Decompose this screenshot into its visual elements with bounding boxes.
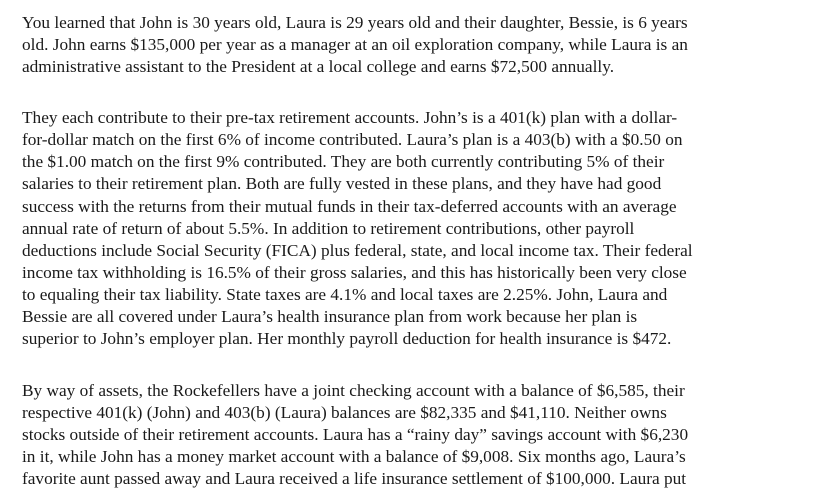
paragraph-2-line-8: income tax withholding is 16.5% of their gross salaries, and this has historically been very close <box>22 263 687 282</box>
paragraph-2-line-9: to equaling their tax liability. State taxes are 4.1% and local taxes are 2.25%. John, Laura and <box>22 285 668 304</box>
paragraph-2-line-2: for-dollar match on the first 6% of income contributed. Laura’s plan is a 403(b) with a $0.50 on <box>22 130 683 149</box>
paragraph-3-line-1: By way of assets, the Rockefellers have a joint checking account with a balance of $6,585, their <box>22 381 685 400</box>
paragraph-3-line-4: in it, while John has a money market account with a balance of $9,008. Six months ago, Laura’s <box>22 447 686 466</box>
paragraph-1-line-2: old. John earns $135,000 per year as a manager at an oil exploration company, while Laura is an <box>22 35 688 54</box>
paragraph-2-line-11: superior to John’s employer plan. Her monthly payroll deduction for health insurance is $472. <box>22 329 672 348</box>
paragraph-1-line-3: administrative assistant to the President at a local college and earns $72,500 annually. <box>22 57 615 76</box>
paragraph-1-line-1: You learned that John is 30 years old, Laura is 29 years old and their daughter, Bessie, is 6 years <box>22 13 688 32</box>
paragraph-2-line-5: success with the returns from their mutual funds in their tax-deferred accounts with an average <box>22 197 677 216</box>
paragraph-2-line-3: the $1.00 match on the first 9% contributed. They are both currently contributing 5% of their <box>22 152 665 171</box>
paragraph-2-line-4: salaries to their retirement plan. Both are fully vested in these plans, and they have had good <box>22 174 662 193</box>
paragraph-3-line-2: respective 401(k) (John) and 403(b) (Laura) balances are $82,335 and $41,110. Neither owns <box>22 403 667 422</box>
paragraph-2-line-7: deductions include Social Security (FICA) plus federal, state, and local income tax. Their federal <box>22 241 693 260</box>
paragraph-2-line-6: annual rate of return of about 5.5%. In addition to retirement contributions, other payroll <box>22 219 635 238</box>
paragraph-2-line-1: They each contribute to their pre-tax retirement accounts. John’s is a 401(k) plan with a dollar- <box>22 108 678 127</box>
paragraph-3-line-3: stocks outside of their retirement accounts. Laura has a “rainy day” savings account with $6,230 <box>22 425 689 444</box>
paragraph-3-line-5: favorite aunt passed away and Laura received a life insurance settlement of $100,000. Laura put <box>22 469 687 488</box>
paragraph-2-line-10: Bessie are all covered under Laura’s health insurance plan from work because her plan is <box>22 307 638 326</box>
